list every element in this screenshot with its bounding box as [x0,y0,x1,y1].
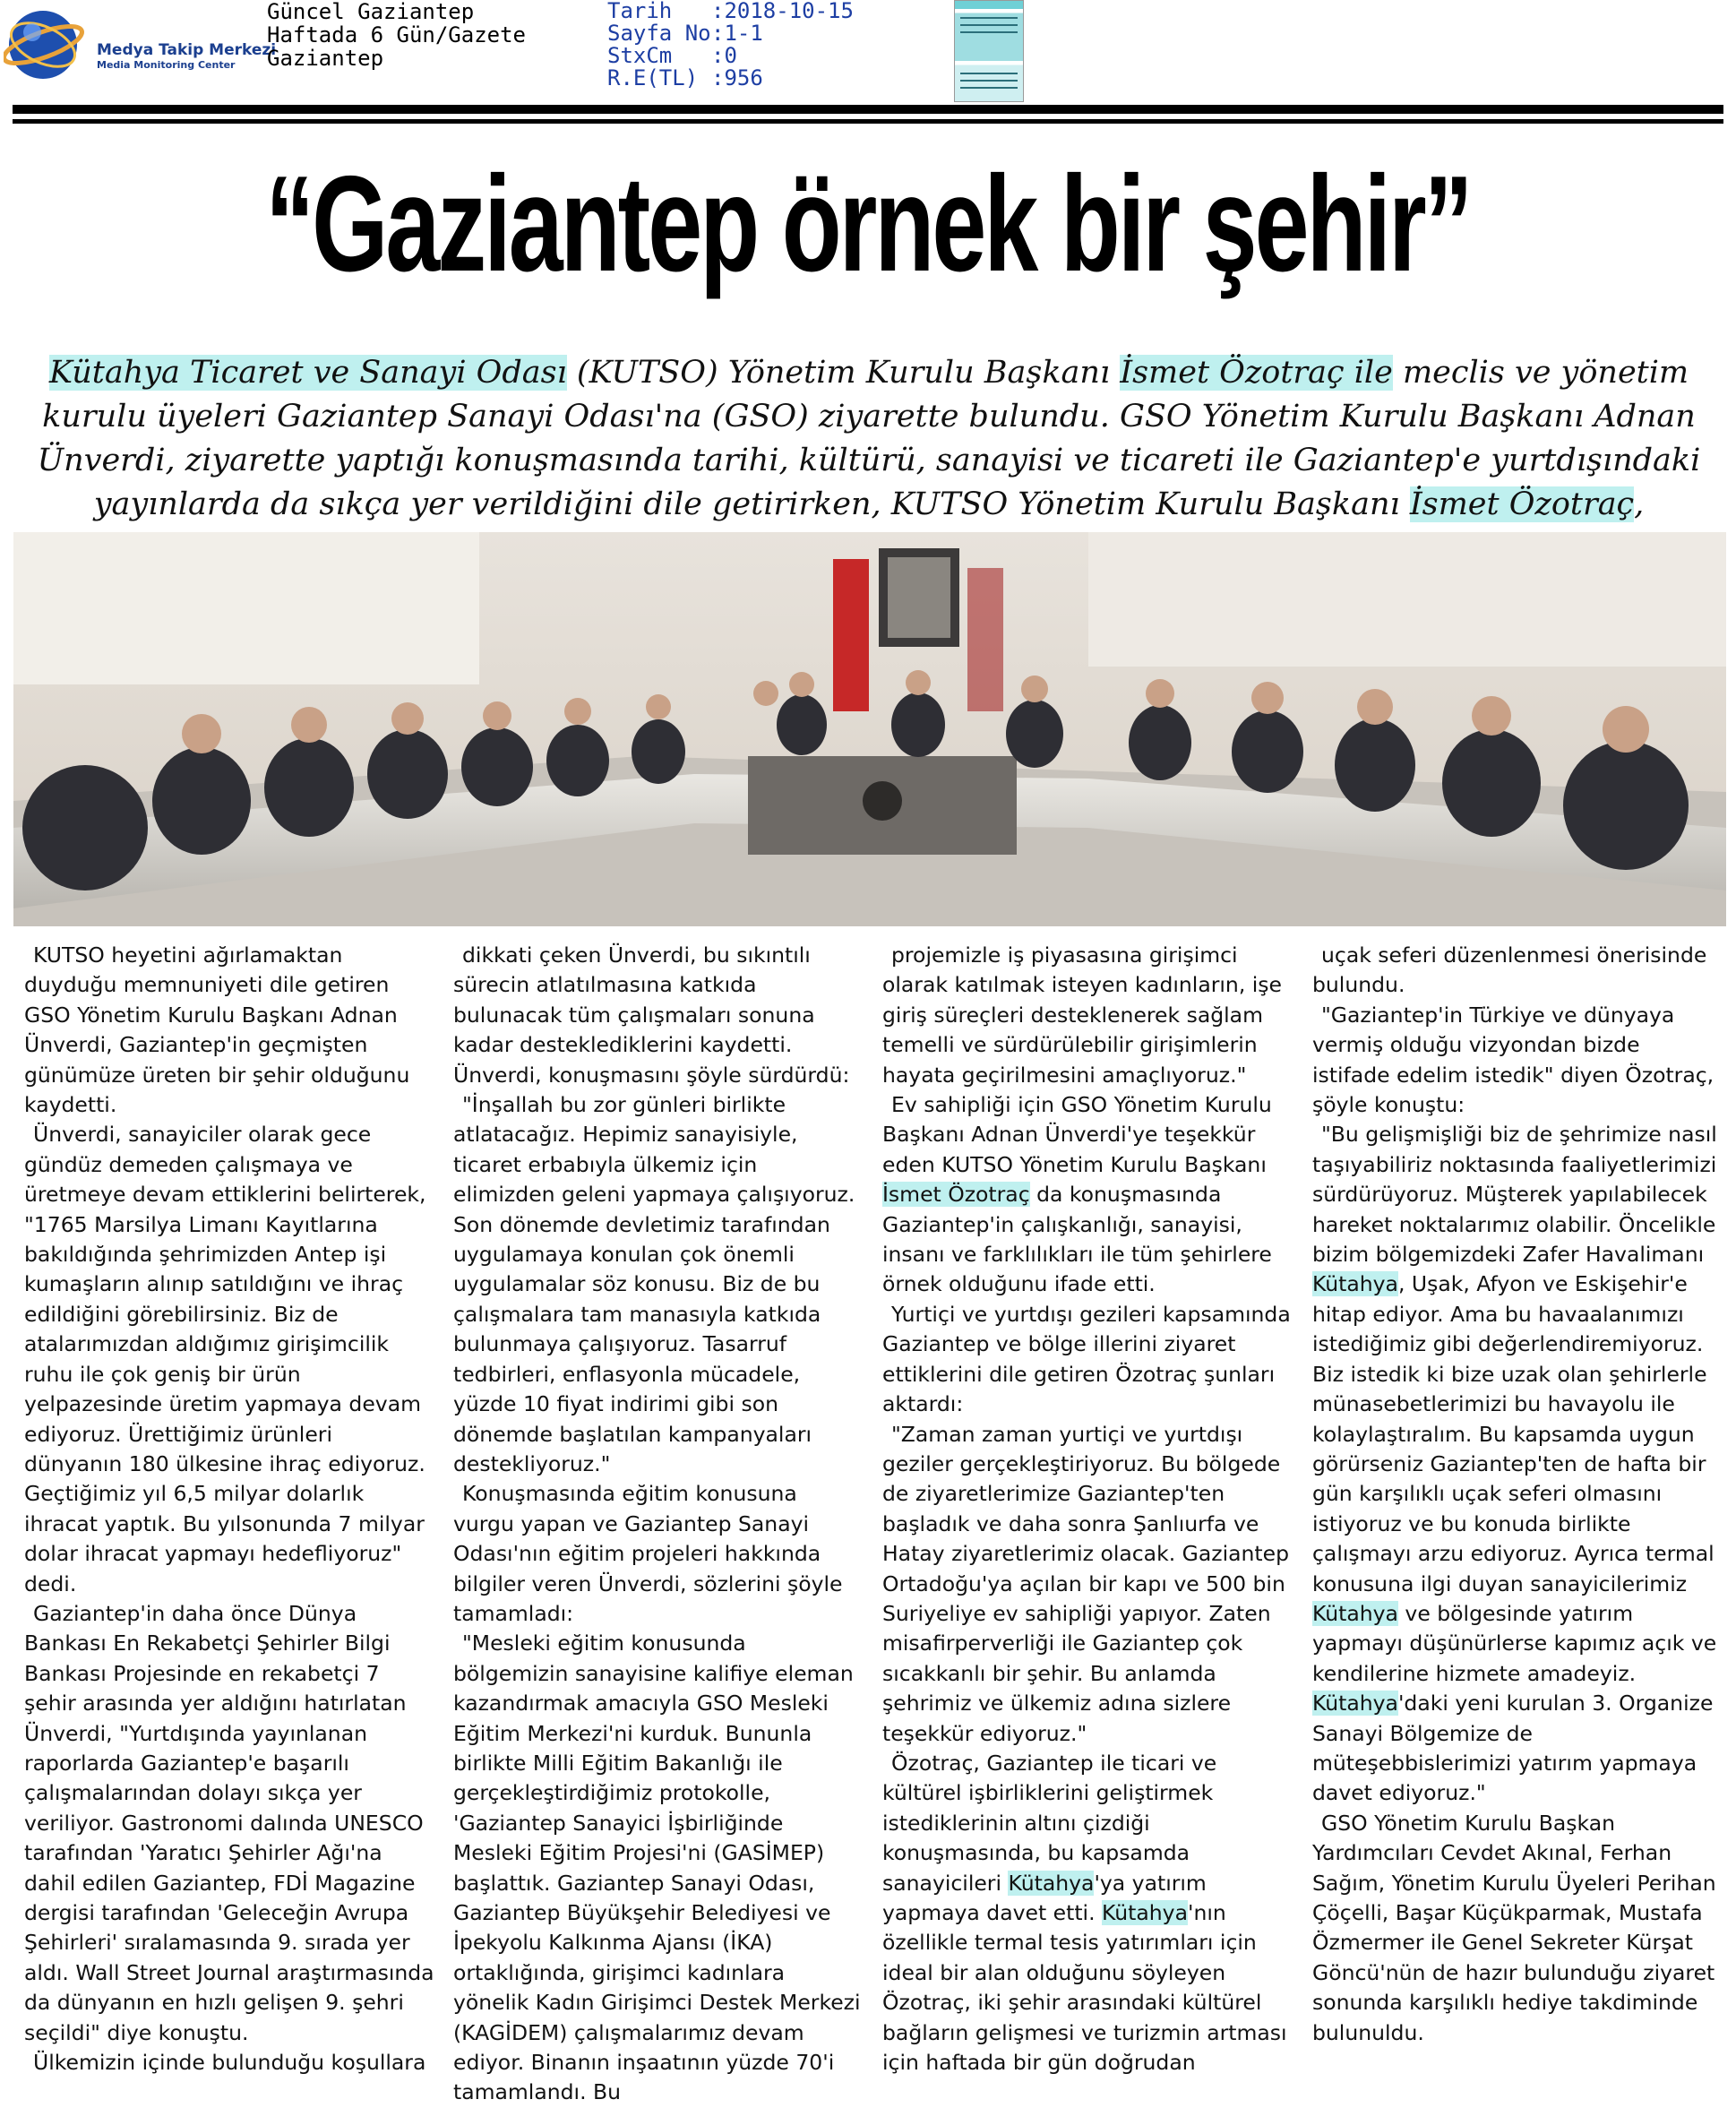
text-run: Ev sahipliği için GSO Yönetim Kurulu Başkanı Adnan Ünverdi'ye teşekkür eden KUTSO Yönetim Kurulu Başkanı [882,1092,1272,1177]
article-paragraph [1312,941,1723,1001]
article-paragraph [882,941,1293,1090]
meeting-photo [13,532,1726,926]
text-run: "Bu gelişmişliği biz de şehrimize nasıl taşıyabiliriz noktasında faaliyetlerimizi sürdürüyoruz. Müşterek yapılabilecek hareket noktalarımız olabilir. Öncelikle bizim bölgemizdeki Zafer Havalimanı [1312,1122,1717,1268]
highlighted-name: Kütahya Ticaret ve Sanayi Odası [48,355,567,391]
text-run: "İnşallah bu zor günleri birlikte atlatacağız. Hepimiz sanayisiyle, ticaret erbabıyla ülkemiz için elimizden geleni yapmaya çalışıyoruz. Son dönemde devletimiz tarafından uygulamaya konulan çok önemli uygulamalar söz konusu. Biz de bu çalışmalara tam manasıyla katkıda bulunmaya çalışıyoruz. Tasarruf tedbirleri, enflasyonla mücadele, yüzde 10 fiyat indirimi gibi son dönemde başlatılan kampanyaları destekliyoruz." [453,1092,855,1476]
meta-row-date: Tarih :2018-10-15 [607,0,854,23]
logo-title: Medya Takip Merkezi [97,41,277,59]
article-paragraph [24,1120,434,1599]
text-run: KUTSO heyetini ağırlamaktan duyduğu memnuniyeti dile getiren GSO Yönetim Kurulu Başkanı Adnan Ünverdi, Gaziantep'in geçmişten günümüze üreten bir şehir olduğunu kaydetti. [24,942,410,1118]
meeting-room-image [13,532,1726,926]
text-run: dikkati çeken Ünverdi, bu sıkıntılı sürecin atlatılmasına katkıda bulunacak tüm çalışmaları sonuna kadar desteklediklerini kaydetti. Ünverdi, konuşmasını şöyle sürdürdü: [453,942,850,1088]
highlighted-name: Kütahya [1312,1271,1398,1297]
article-column-2 [453,941,864,2108]
text-run: GSO Yönetim Kurulu Başkan Yardımcıları Cevdet Akınal, Ferhan Sağım, Yönetim Kurulu Üyeleri Perihan Çöçelli, Başar Küçükparmak, Mustafa Özmermer ile Genel Sekreter Kürşat Göncü'nün de hazır bulunduğu ziyaret sonunda karşılıklı hediye takdiminde bulunuldu. [1312,1810,1716,2045]
text-run: meclis ve yönetim kurulu üyeleri Gaziantep Sanayi Odası'na (GSO) ziyarette bulundu. GSO Yönetim Kurulu Başkanı Adnan Ünverdi, ziyarette yaptığı konuşmasında tarihi, kültürü, sanayisi ve ticareti ile Gaziantep'e yurtdışındaki yayınlarda da sıkça yer verildiğini dile getirirken, KUTSO Yönetim Kurulu Başkanı [37,355,1701,522]
header-divider [13,105,1723,114]
text-run: , Uşak, Afyon ve Eskişehir'e hitap ediyor. Ama bu havaalanımızı istediğimiz gibi değerlendiremiyoruz. Biz istedik ki bize uzak olan şehirlerle münasebetlerimizi bu havayolu ile kolaylaştıralım. Bu kapsamda uygun görürseniz Gaziantep'ten de hafta bir gün karşılıklı uçak seferi olmasını istiyoruz ve bu konuda birlikte çalışmayı arzu ediyoruz. Ayrıca termal konusuna ilgi duyan sanayicilerimiz [1312,1271,1715,1596]
article-paragraph [1312,1809,1723,2048]
text-run: Ünverdi, sanayiciler olarak gece gündüz demeden çalışmaya ve üretmeye devam ettiklerini belirterek, "1765 Marsilya Limanı Kayıtlarına bakıldığında şehrimizden Antep işi kumaşların alınıp satıldığını ve ihraç edildiğini görebilirsiniz. Biz de atalarımızdan aldığımız girişimcilik ruhu ile çok geniş bir ürün yelpazesinde üretim yapmaya devam ediyoruz. Ürettiğimiz ürünleri dünyanın 180 ülkesine ihraç ediyoruz. Geçtiğimiz yıl 6,5 milyar dolarlık ihracat yaptık. Bu yılsonunda 7 milyar dolar ihracat yapmayı hedefliyoruz" dedi. [24,1122,426,1596]
globe-icon [4,5,90,82]
article-paragraph [453,941,864,1090]
highlighted-name: Kütahya [1312,1600,1398,1626]
article-paragraph [882,1090,1293,1300]
article-paragraph [24,941,434,1120]
highlighted-name: Kütahya [1008,1870,1095,1896]
text-run: ve bölgesinde yatırım yapmayı düşünürlerse kapımız açık ve kendilerine hizmete amadeyiz. [1312,1600,1717,1686]
publication-city: Gaziantep [267,46,384,71]
clip-metadata [607,0,854,90]
article-paragraph [882,1420,1293,1749]
article-paragraph [453,1090,864,1479]
article-column-3 [882,941,1293,2078]
text-run: da konuşmasında Gaziantep'in çalışkanlığı, sanayisi, insanı ve farklılıkları ile tüm şehirlere örnek olduğunu ifade etti. [882,1182,1272,1297]
publication-name: Güncel Gaziantep [267,0,475,24]
highlighted-name: İsmet Özotraç [1409,486,1635,522]
meta-row-page: Sayfa No :1-1 [607,21,763,46]
article-paragraph [882,1300,1293,1420]
text-run: projemizle iş piyasasına girişimci olarak katılmak isteyen kadınların, işe giriş süreçleri desteklenerek sağlam temelli ve sürdürülebilir girişimlerin hayata geçirilmesini amaçlıyoruz." [882,942,1282,1088]
text-run: 'ya yatırım yapmaya davet etti. [882,1870,1207,1925]
article-paragraph [453,1629,864,2108]
text-run: Yurtiçi ve yurtdışı gezileri kapsamında Gaziantep ve bölge illerini ziyaret ettiklerini dile getiren Özotraç şunları aktardı: [882,1301,1291,1417]
highlighted-name: İsmet Özotraç ile [1120,355,1393,391]
monitor-logo [4,5,277,77]
text-run: 'nın özellikle termal tesis yatırımları için ideal bir alan olduğunu söyleyen Özotraç, iki şehir arasındaki kültürel bağların gelişmesi ve turizmin artması için haftada bir gün doğrudan [882,1900,1287,2076]
text-run: Konuşmasında eğitim konusuna vurgu yapan ve Gaziantep Sanayi Odası'nın eğitim projeleri hakkında bilgiler veren Ünverdi, sözlerini şöyle tamamladı: [453,1481,843,1626]
article-paragraph [882,1749,1293,2078]
article-paragraph [24,2048,434,2078]
highlighted-name: İsmet Özotraç [882,1182,1030,1208]
article-paragraph [1312,1001,1723,1121]
text-run: "Zaman zaman yurtiçi ve yurtdışı geziler gerçekleştiriyoruz. Bu bölgede de ziyaretlerimize Gaziantep'ten başladık ve daha sonra Şanlıurfa ve Hatay ziyaretlerimiz olacak. Gaziantep Ortadoğu'ya açılan bir kapı ve 500 bin Suriyeliye ev sahipliği yapıyor. Zaten misafirperverliği ile Gaziantep çok sıcakkanlı bir şehir. Bu anlamda şehrimiz ve ülkemiz adına sizlere teşekkür ediyoruz." [882,1421,1289,1746]
meta-row-stxcm: StxCm :0 [607,43,737,68]
text-run: , [1634,486,1645,522]
publication-info [267,0,526,70]
logo-subtitle: Media Monitoring Center [97,59,236,71]
text-run: uçak seferi düzenlenmesi önerisinde bulundu. [1312,942,1707,998]
article-column-4 [1312,941,1723,2048]
page-thumbnail[interactable] [954,0,1024,102]
header-divider-thin [13,119,1723,124]
text-run: Gaziantep'in daha önce Dünya Bankası En Rekabetçi Şehirler Bilgi Bankası Projesinde en rekabetçi 7 şehir arasında yer aldığını hatırlatan Ünverdi, "Yurtdışında yayınlanan raporlarda Gaziantep'e başarılı çalışmalarından dolayı sıkça yer veriliyor. Gastronomi dalında UNESCO tarafından 'Yaratıcı Şehirler Ağı'na dahil edilen Gaziantep, FDİ Magazine dergisi tarafından 'Geleceğin Avrupa Şehirleri' sıralamasında 9. sırada yer aldı. Wall Street Journal araştırmasında da dünyanın en hızlı gelişen 9. şehri seçildi" diye konuştu. [24,1600,434,2045]
article-column-1 [24,941,434,2078]
headline: “Gaziantep örnek bir şehir” [265,148,1471,300]
text-run: Özotraç, Gaziantep ile ticari ve kültürel işbirliklerini geliştirmek istediklerinin altını çizdiği konuşmasında, bu kapsamda sanayicileri [882,1750,1217,1896]
text-run: "Gaziantep'in Türkiye ve dünyaya vermiş olduğu vizyondan bizde istifade edelim istedik" diyen Özotraç, şöyle konuştu: [1312,1002,1715,1118]
publication-frequency: Haftada 6 Gün/Gazete [267,22,526,47]
article-paragraph [453,1479,864,1629]
text-run: "Mesleki eğitim konusunda bölgemizin sanayisine kalifiye eleman kazandırmak amacıyla GSO Mesleki Eğitim Merkezi'ni kurduk. Bununla birlikte Milli Eğitim Bakanlığı ile gerçekleştirdiğimiz protokolle, 'Gaziantep Sanayici İşbirliğinde Mesleki Eğitim Projesi'ni (GASİMEP) başlattık. Gaziantep Sanayi Odası, Gaziantep Büyükşehir Belediyesi ve İpekyolu Kalkınma Ajansı (İKA) ortaklığında, girişimci kadınlara yönelik Kadın Girişimci Destek Merkezi (KAGİDEM) çalışmalarımız devam ediyor. Binanın inşaatının yüzde 70'i tamamlandı. Bu [453,1630,861,2105]
article-paragraph [1312,1120,1723,1808]
highlighted-name: Kütahya [1312,1691,1398,1717]
meta-row-value: R.E(TL) :956 [607,65,763,90]
text-run: (KUTSO) Yönetim Kurulu Başkanı [566,355,1121,391]
highlighted-name: Kütahya [1102,1900,1188,1925]
article-paragraph [24,1599,434,2048]
text-run: 'daki yeni kurulan 3. Organize Sanayi Bölgemize de müteşebbislerimizi yatırım yapmaya davet ediyoruz." [1312,1691,1714,1806]
text-run: Ülkemizin içinde bulunduğu koşullara [33,2050,426,2076]
